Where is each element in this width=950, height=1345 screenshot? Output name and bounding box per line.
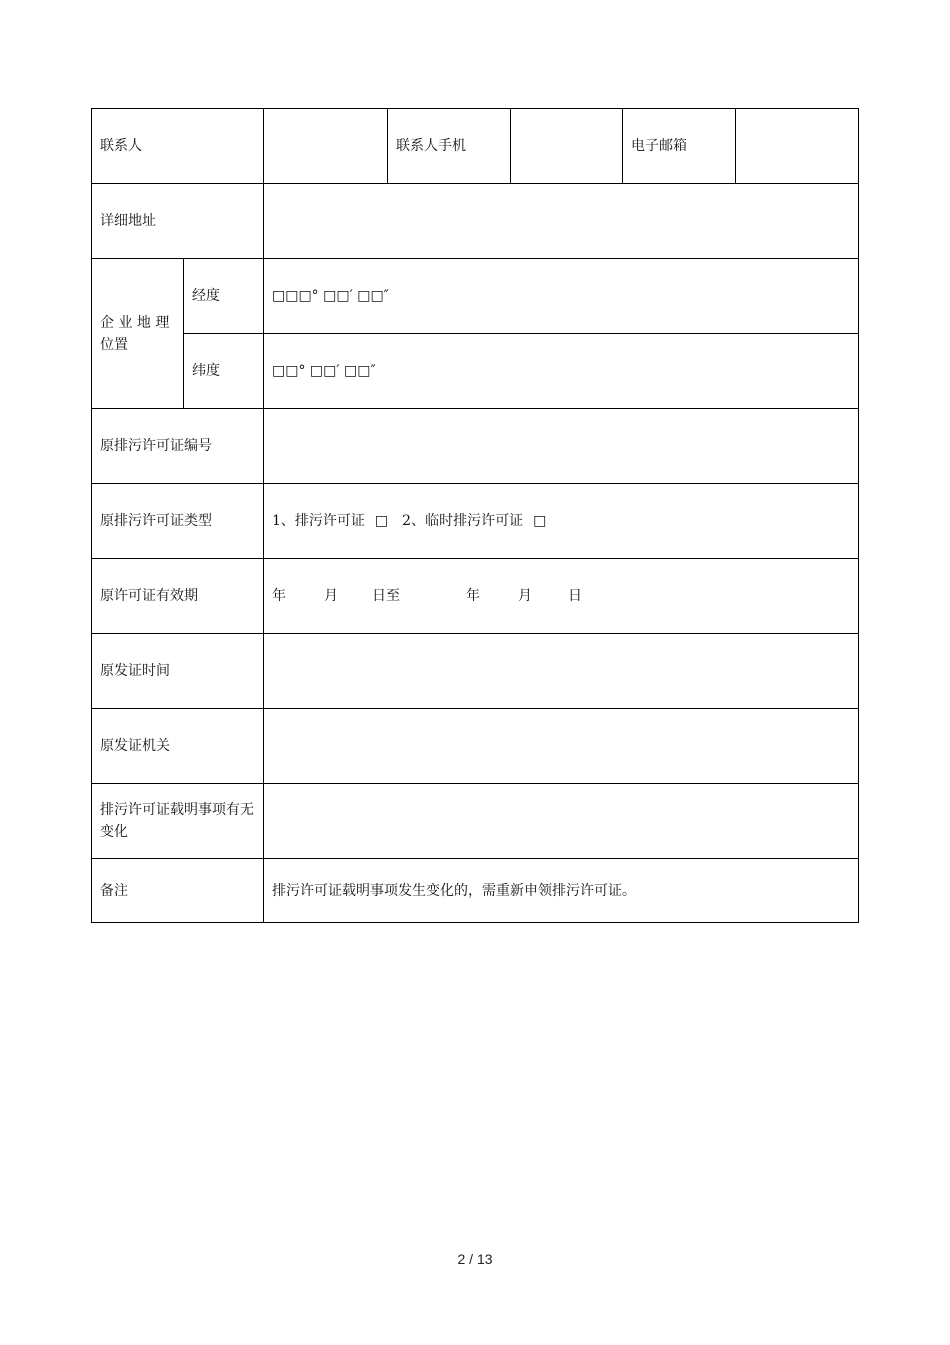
table-row (92, 634, 859, 709)
address-field[interactable] (264, 184, 859, 259)
table-row (92, 334, 859, 409)
remarks-label: 备注 (92, 859, 264, 923)
validity-day-to: 日至 (372, 588, 400, 604)
table-row (92, 784, 859, 859)
orig-validity-label: 原许可证有效期 (92, 559, 264, 634)
longitude-label: 经度 (184, 259, 264, 334)
latitude-field[interactable] (264, 334, 859, 409)
location-label (92, 259, 184, 409)
orig-issuer-field[interactable] (264, 709, 859, 784)
table-row (92, 184, 859, 259)
orig-permit-type-label: 原排污许可证类型 (92, 484, 264, 559)
orig-permit-number-field[interactable] (264, 409, 859, 484)
table-row (92, 859, 859, 923)
permit-type-option1-label: 1、排污许可证 (272, 513, 365, 529)
email-label: 电子邮箱 (623, 109, 736, 184)
latitude-label: 纬度 (184, 334, 264, 409)
remarks-value: 排污许可证载明事项发生变化的，需重新申领排污许可证。 (264, 859, 859, 923)
page-number: 2 / 13 (457, 1251, 493, 1267)
validity-year2: 年 (466, 588, 480, 604)
orig-issue-time-label: 原发证时间 (92, 634, 264, 709)
permit-type-option2-label: 2、临时排污许可证 (402, 513, 524, 529)
table-row (92, 709, 859, 784)
table-row (92, 484, 859, 559)
longitude-field[interactable] (264, 259, 859, 334)
contact-phone-field[interactable] (511, 109, 623, 184)
validity-month: 月 (324, 588, 338, 604)
contact-label: 联系人 (92, 109, 264, 184)
changes-label: 排污许可证载明事项有无变化 (92, 784, 264, 859)
orig-issuer-label: 原发证机关 (92, 709, 264, 784)
validity-day2: 日 (568, 588, 582, 604)
table-row (92, 109, 859, 184)
longitude-value: □□□° □□′ □□″ (272, 288, 389, 304)
validity-year: 年 (272, 588, 286, 604)
table-row (92, 259, 859, 334)
location-label-text: 企 业 地 理 位置 (100, 314, 170, 353)
validity-month2: 月 (518, 588, 532, 604)
table-row (92, 409, 859, 484)
orig-issue-time-field[interactable] (264, 634, 859, 709)
orig-permit-number-label: 原排污许可证编号 (92, 409, 264, 484)
orig-permit-type-field (264, 484, 859, 559)
contact-phone-label: 联系人手机 (388, 109, 511, 184)
latitude-value: □□° □□′ □□″ (272, 363, 376, 379)
permit-type-option1-checkbox[interactable]: □ (374, 513, 389, 529)
permit-form-table (91, 108, 859, 923)
email-field[interactable] (736, 109, 859, 184)
table-row (92, 559, 859, 634)
contact-field[interactable] (264, 109, 388, 184)
address-label: 详细地址 (92, 184, 264, 259)
changes-field[interactable] (264, 784, 859, 859)
permit-type-option2-checkbox[interactable]: □ (533, 513, 547, 529)
orig-validity-field[interactable] (264, 559, 859, 634)
